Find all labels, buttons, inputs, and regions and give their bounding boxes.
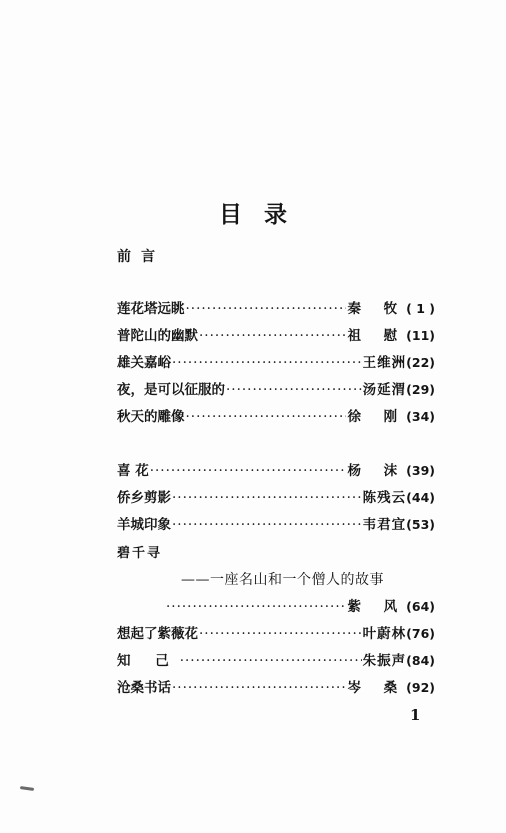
toc-entry [117,378,435,396]
entry-title: 羊城印象 [117,517,171,533]
entry-author: 叶蔚林 [362,626,407,642]
entry-author: 紫 风 [347,599,407,615]
toc-entry-continuation [165,595,435,613]
entry-title: 夜，是可以征服的 [117,382,225,398]
entry-title: 莲花塔远眺 [117,301,185,317]
entry-author: 王维洲 [362,355,407,371]
entry-author: 朱振声 [362,653,407,669]
special-entry-title: 碧千寻 [117,546,163,561]
entry-title: 侨乡剪影 [117,490,171,506]
dot-leader [180,653,362,669]
toc-entry [117,459,435,477]
toc-entry [117,324,435,342]
entry-author: 徐 刚 [347,409,407,425]
entry-author: 陈残云 [362,490,407,506]
entry-author: 杨 沫 [347,463,407,479]
dot-leader [186,301,347,317]
page-number: 1 [410,706,421,724]
preface-heading: 前言 [117,249,165,265]
entry-author: 祖 慰 [347,328,407,344]
toc-entry [117,351,435,369]
toc-entry [117,297,435,315]
entry-page: ( 1 ) [406,301,435,316]
dot-leader [172,355,362,371]
entry-title: 喜 花 [117,463,149,479]
entry-title: 雄关嘉峪 [117,355,171,371]
toc-entry [117,649,435,667]
dot-leader [199,626,362,642]
entry-title: 普陀山的幽默 [117,328,198,344]
page-title: 目录 [219,202,309,228]
entry-author: 汤延渭 [362,382,407,398]
entry-page: (29) [406,382,435,397]
entry-title: 想起了紫薇花 [117,626,198,642]
entry-page: (11) [406,328,435,343]
dot-leader [199,328,346,344]
entry-author: 韦君宜 [362,517,407,533]
entry-page: (92) [406,680,435,695]
special-entry-subtitle: ——一座名山和一个僧人的故事 [181,572,384,588]
toc-entry [117,622,435,640]
toc-entry [117,486,435,504]
entry-page: (53) [406,517,435,532]
dot-leader [166,599,346,615]
entry-title: 沧桑书话 [117,680,171,696]
dot-leader [172,680,346,696]
entry-title: 秋天的雕像 [117,409,185,425]
dot-leader [172,490,362,506]
entry-title: 知 己 [117,653,179,669]
scan-speck [20,786,34,791]
entry-page: (44) [406,490,435,505]
entry-page: (64) [406,599,435,614]
dot-leader [172,517,362,533]
entry-page: (34) [406,409,435,424]
entry-page: (39) [406,463,435,478]
entry-author: 秦 牧 [347,301,407,317]
entry-page: (22) [406,355,435,370]
entry-author: 岑 桑 [347,680,407,696]
dot-leader [226,382,362,398]
toc-entry [117,676,435,694]
entry-page: (84) [406,653,435,668]
entry-page: (76) [406,626,435,641]
toc-entry [117,513,435,531]
dot-leader [186,409,347,425]
dot-leader [150,463,347,479]
toc-entry [117,405,435,423]
